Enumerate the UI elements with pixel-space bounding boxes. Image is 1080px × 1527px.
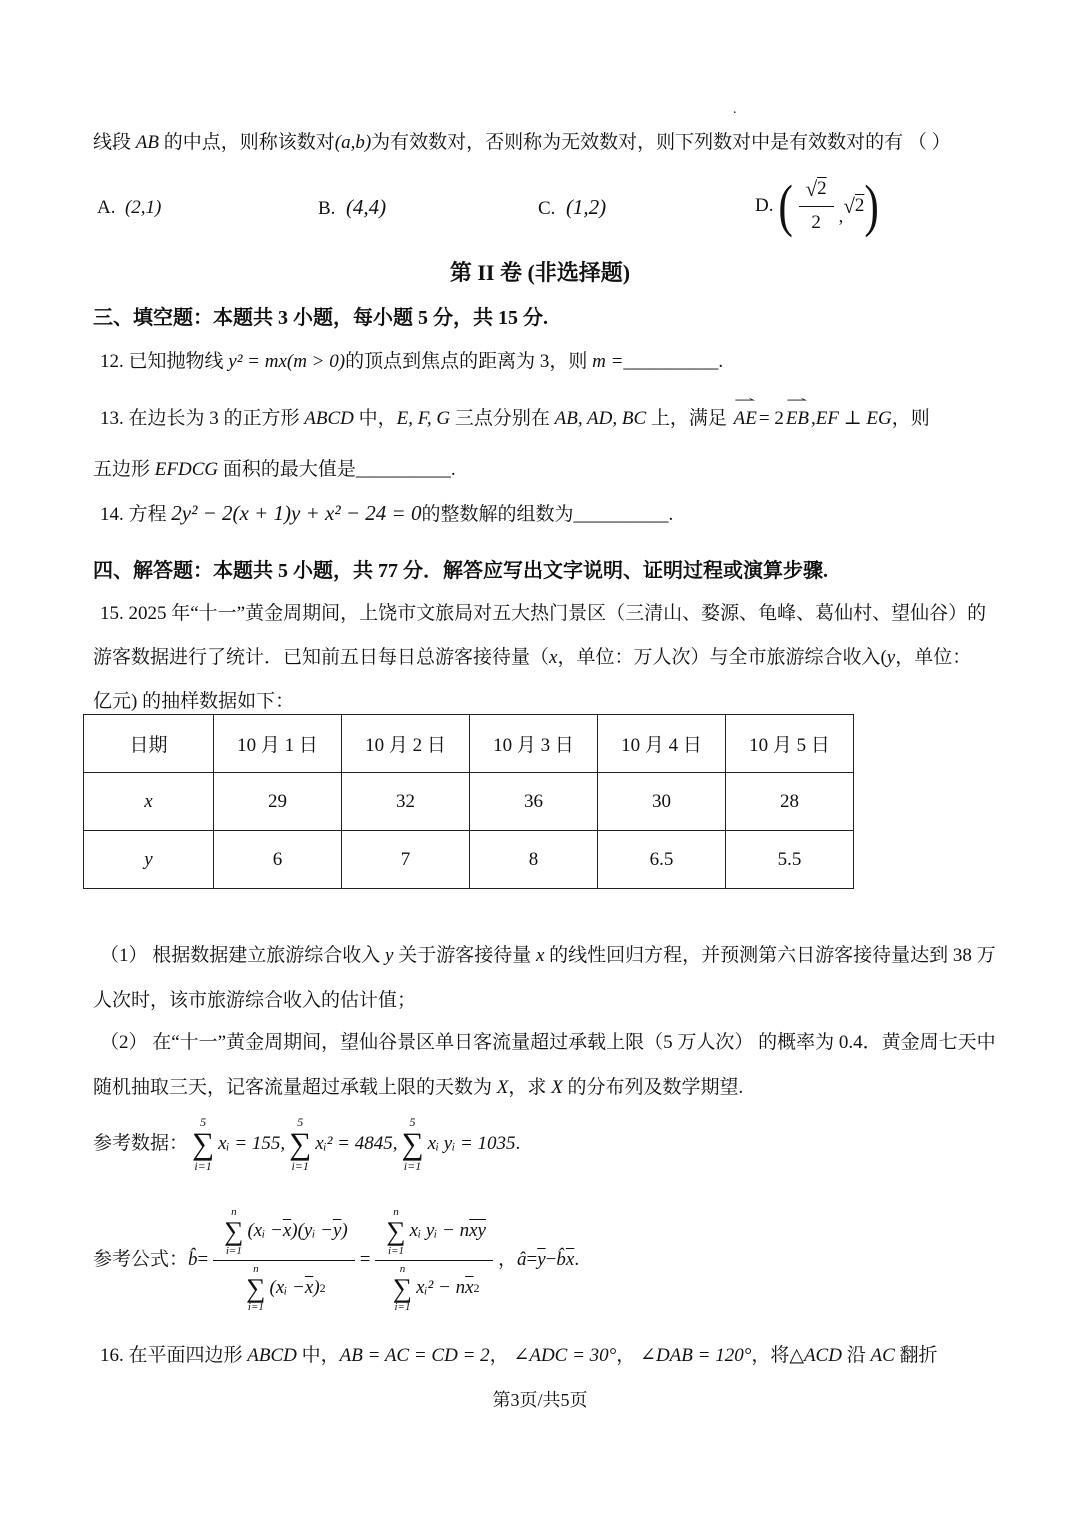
- summation: [224, 1207, 243, 1257]
- q16-text: 翻折: [894, 1345, 938, 1366]
- question-12: [100, 349, 723, 376]
- q15-part1-line2: [93, 988, 416, 1015]
- option-c-value: (1,2): [565, 195, 607, 219]
- var-x: x: [535, 945, 545, 966]
- cell: 6.5: [598, 831, 726, 889]
- summation: [401, 1116, 423, 1171]
- header-cell: 10 月 1 日: [214, 715, 342, 773]
- question-11-stem: [93, 130, 951, 157]
- sqrt-icon: √: [805, 176, 818, 201]
- var-abcd: ABCD: [304, 408, 354, 429]
- question-15-line3: [93, 689, 294, 716]
- cell: 29: [214, 773, 342, 831]
- stem-text: 为有效数对，否则称为无效数对，则下列数对中是有效数对的有 （ ）: [371, 132, 951, 153]
- sigma-icon: ∑: [289, 1126, 312, 1162]
- vector-eb: [785, 393, 810, 433]
- x-bar: $\overline{x}$: [565, 1248, 575, 1270]
- summation: [192, 1116, 214, 1171]
- expr: (xᵢ −: [269, 1277, 305, 1299]
- question-15-line2: [93, 645, 971, 672]
- sqrt-icon: √: [843, 193, 855, 218]
- section3-title: 三、填空题：本题共 3 小题，每小题 5 分，共 15 分.: [93, 307, 548, 329]
- q16-text: 沿: [841, 1345, 871, 1366]
- sum-upper-limit: 5: [200, 1115, 207, 1130]
- part2-text: 的分布列及数学期望.: [562, 1077, 744, 1098]
- summation: [386, 1207, 405, 1257]
- radicand: 2: [817, 177, 827, 199]
- cell: 6: [214, 831, 342, 889]
- b-hat: b̂: [556, 1248, 566, 1270]
- angle-adc: ∠ADC = 30°: [513, 1345, 617, 1366]
- sum-upper-limit: n: [393, 1205, 399, 1218]
- cell: 28: [726, 773, 854, 831]
- question-number: 15.: [100, 603, 124, 624]
- var-sides: AB, AD, BC: [554, 408, 647, 429]
- vector-arrow-icon: ⇀: [734, 393, 757, 407]
- var-y: y: [886, 647, 896, 668]
- header-cell: 10 月 5 日: [726, 715, 854, 773]
- option-c: [538, 193, 606, 223]
- cell: 5.5: [726, 831, 854, 889]
- a-hat: â: [517, 1248, 527, 1270]
- q15-text: 亿元) 的抽样数据如下：: [93, 691, 295, 712]
- period: .: [718, 351, 724, 372]
- table-row-x: [84, 773, 854, 831]
- cell: 7: [342, 831, 470, 889]
- triangle-acd: △ACD: [789, 1345, 842, 1366]
- question-16: [100, 1343, 938, 1370]
- equals: =: [526, 1248, 538, 1270]
- question-number: 14.: [100, 504, 124, 525]
- sum-lower-limit: i=1: [388, 1244, 405, 1257]
- q12-m-equals: m =: [592, 351, 624, 372]
- question-14: [100, 499, 673, 529]
- page-footer: 第3页/共5页: [492, 1390, 588, 1410]
- q13-text: = 2: [758, 408, 784, 429]
- sum-expression: xᵢ = 155,: [218, 1132, 286, 1154]
- header-cell: 10 月 4 日: [598, 715, 726, 773]
- var-X: X: [551, 1077, 563, 1098]
- sum-lower-limit: i=1: [394, 1301, 411, 1314]
- ref-formula-label: 参考公式：: [93, 1248, 189, 1270]
- vector-ae-label: AE: [733, 408, 757, 429]
- stem-text: 线段: [93, 132, 136, 153]
- part2-text: （2） 在“十一”黄金周期间，望仙谷景区单日客流量超过承载上限（5 万人次） 的概率为 0.4．黄金周七天中: [100, 1032, 996, 1053]
- equals: =: [197, 1248, 209, 1270]
- q16-equalities: AB = AC = CD = 2: [339, 1345, 490, 1366]
- header-cell: 10 月 2 日: [342, 715, 470, 773]
- question-number: 16.: [100, 1345, 124, 1366]
- section4-title: 四、解答题：本题共 5 小题，共 77 分．解答应写出文字说明、证明过程或演算步骤.: [93, 560, 828, 582]
- vector-eb-label: EB: [785, 408, 810, 429]
- option-b: [318, 193, 386, 223]
- q16-text: ，: [489, 1345, 514, 1366]
- sum-upper-limit: n: [253, 1262, 259, 1275]
- part2-text: ，求: [508, 1077, 552, 1098]
- sum-upper-limit: 5: [409, 1115, 416, 1130]
- period: .: [450, 459, 456, 480]
- sigma-icon: ∑: [224, 1215, 244, 1246]
- x-bar: $\overline{x}$: [304, 1277, 314, 1299]
- question-13-line1: [100, 393, 930, 433]
- period: .: [574, 1248, 580, 1270]
- data-table: [83, 714, 854, 889]
- cell: 8: [470, 831, 598, 889]
- var-ac: AC: [870, 1345, 895, 1366]
- expr: )(yᵢ −: [291, 1220, 333, 1242]
- option-b-value: (4,4): [345, 195, 387, 219]
- option-a-label: A.: [97, 197, 116, 218]
- x-bar: $\overline{x}$: [282, 1220, 292, 1242]
- header-cell: 日期: [84, 715, 214, 773]
- q14-text: 的整数解的组数为: [421, 504, 574, 525]
- sum-lower-limit: i=1: [225, 1244, 242, 1257]
- sum-lower-limit: i=1: [291, 1158, 309, 1173]
- var-abcd: ABCD: [247, 1345, 297, 1366]
- sigma-icon: ∑: [246, 1272, 266, 1303]
- sigma-icon: ∑: [192, 1126, 215, 1162]
- table-header-row: [84, 715, 854, 773]
- xy-bar: $\overline{xy}$: [469, 1220, 486, 1242]
- q14-text: 方程: [123, 504, 172, 525]
- expr: ): [341, 1220, 348, 1242]
- q15-text: 2025 年“十一”黄金周期间，上饶市文旅局对五大热门景区（三清山、婺源、龟峰、葛仙村、望仙谷）的: [123, 603, 987, 624]
- exponent: 2: [319, 1280, 326, 1295]
- question-number: 13.: [100, 408, 124, 429]
- q13-text: 面积的最大值是: [218, 459, 356, 480]
- q12-text: 已知抛物线: [123, 351, 229, 372]
- sum-lower-limit: i=1: [247, 1301, 264, 1314]
- sigma-icon: ∑: [401, 1126, 424, 1162]
- q12-text: 的顶点到焦点的距离为 3，则: [345, 351, 593, 372]
- var-efg: E, F, G: [396, 408, 451, 429]
- comma: ,: [838, 206, 844, 228]
- q13-text: 三点分别在: [450, 408, 555, 429]
- angle-dab: ∠DAB = 120°: [640, 1345, 752, 1366]
- cell: 30: [598, 773, 726, 831]
- q13-text: 上，满足: [646, 408, 732, 429]
- row-label: y: [84, 831, 214, 889]
- y-bar: $\overline{y}$: [332, 1220, 342, 1242]
- var-efdcg: EFDCG: [154, 459, 219, 480]
- cell: 36: [470, 773, 598, 831]
- var-x: x: [549, 647, 558, 668]
- header-cell: 10 月 3 日: [470, 715, 598, 773]
- part1-text: 的线性回归方程，并预测第六日游客接待量达到 38 万: [544, 945, 996, 966]
- sum-upper-limit: n: [231, 1205, 237, 1218]
- sum-expression: xᵢ² = 4845,: [315, 1132, 398, 1154]
- reference-formula-line: [93, 1194, 579, 1326]
- answer-blank: __________: [355, 459, 451, 480]
- cell: 32: [342, 773, 470, 831]
- q16-text: 中，: [296, 1345, 340, 1366]
- sigma-icon: ∑: [386, 1215, 406, 1246]
- q15-text: 游客数据进行了统计．已知前五日每日总游客接待量（: [93, 647, 550, 668]
- q13-text: 中，: [353, 408, 397, 429]
- minus: −: [545, 1248, 557, 1270]
- perpendicular-relation: EF ⊥ EG: [815, 408, 892, 429]
- option-d-fraction: [799, 176, 834, 236]
- part2-text: 随机抽取三天，记客流量超过承载上限的天数为: [93, 1077, 497, 1098]
- b-hat: b̂: [188, 1248, 198, 1270]
- radicand: 2: [854, 194, 865, 216]
- question-15-line1: [100, 601, 986, 628]
- var-y: y: [385, 945, 394, 966]
- regression-fraction-2: [375, 1207, 493, 1313]
- sum-lower-limit: i=1: [194, 1158, 212, 1173]
- stray-dot: .: [733, 102, 737, 117]
- summation: [393, 1264, 412, 1314]
- option-c-label: C.: [538, 198, 556, 219]
- question-number: 12.: [100, 351, 124, 372]
- section2-title: 第 II 卷 (非选择题): [449, 260, 631, 285]
- expr: xᵢ yᵢ − n: [409, 1220, 470, 1242]
- pair-ab: (a,b): [334, 132, 372, 153]
- q14-equation: 2y² − 2(x + 1)y + x² − 24 = 0: [171, 501, 422, 525]
- q13-text: 五边形: [93, 459, 155, 480]
- part1-text: （1） 根据数据建立旅游综合收入: [100, 945, 386, 966]
- exponent: 2: [473, 1280, 480, 1295]
- row-label: x: [84, 773, 214, 831]
- question-13-line2: [93, 457, 456, 484]
- sum-upper-limit: n: [399, 1262, 406, 1275]
- answer-blank: __________: [623, 351, 719, 372]
- expr: xᵢ² − n: [416, 1277, 466, 1299]
- comma: ,: [811, 408, 816, 429]
- y-bar: $\overline{y}$: [537, 1248, 546, 1270]
- expr: (xᵢ −: [247, 1220, 283, 1242]
- sum-expression: xᵢ yᵢ = 1035: [427, 1132, 516, 1154]
- option-d: [755, 163, 880, 249]
- left-paren: (: [778, 172, 794, 238]
- q15-text: ，单位：万人次）与全市旅游综合收入(: [557, 647, 887, 668]
- sum-upper-limit: 5: [297, 1115, 304, 1130]
- period: .: [668, 504, 674, 525]
- answer-blank: __________: [573, 504, 669, 525]
- q15-part2-line1: [100, 1030, 996, 1057]
- option-d-label: D.: [755, 194, 774, 216]
- q15-part2-line2: [93, 1075, 743, 1102]
- q13-text: 在边长为 3 的正方形: [123, 408, 305, 429]
- q15-text: ，单位：: [895, 647, 972, 668]
- q16-text: 在平面四边形: [123, 1345, 248, 1366]
- x-bar: $\overline{x}$: [465, 1277, 474, 1299]
- sum-lower-limit: i=1: [403, 1158, 422, 1173]
- part1-text: 关于游客接待量: [393, 945, 536, 966]
- part1-text: 人次时，该市旅游综合收入的估计值；: [93, 990, 417, 1011]
- q16-text: ，将: [751, 1345, 790, 1366]
- ref-data-label: 参考数据：: [93, 1132, 189, 1154]
- summation: [289, 1116, 311, 1171]
- option-a-value: (2,1): [124, 197, 162, 218]
- var-X: X: [496, 1077, 509, 1098]
- option-b-label: B.: [318, 198, 336, 219]
- q13-text: ，则: [891, 408, 930, 429]
- equals: =: [359, 1248, 371, 1270]
- expr: ): [313, 1277, 320, 1299]
- table-row-y: [84, 831, 854, 889]
- right-paren: ): [864, 172, 880, 238]
- comma: ，: [498, 1248, 518, 1270]
- denominator: 2: [811, 211, 821, 233]
- summation: [246, 1264, 265, 1314]
- option-a: [97, 195, 161, 222]
- vector-ae: [733, 393, 757, 433]
- q15-part1-line1: [100, 943, 996, 970]
- q16-text: ，: [616, 1345, 641, 1366]
- vector-arrow-icon: ⇀: [786, 393, 809, 407]
- q12-formula: y² = mx(m > 0): [228, 351, 346, 372]
- reference-data-line: [93, 1108, 520, 1180]
- regression-fraction-1: [213, 1207, 354, 1313]
- var-ab: AB: [135, 132, 159, 153]
- sigma-icon: ∑: [392, 1272, 413, 1303]
- period: .: [515, 1132, 521, 1154]
- stem-text: 的中点，则称该数对: [158, 132, 335, 153]
